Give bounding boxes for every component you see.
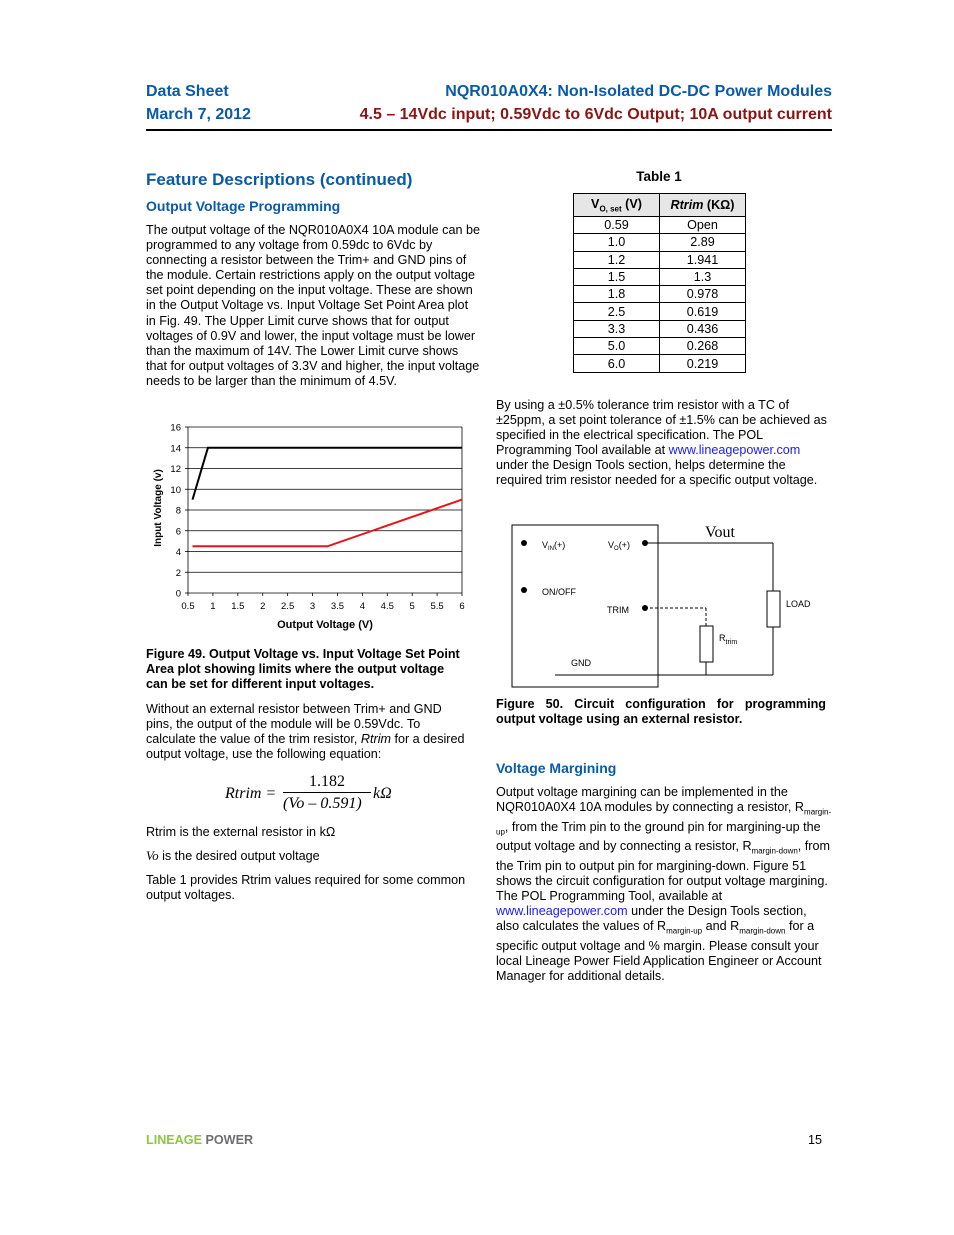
lineagepower-link[interactable]: www.lineagepower.com xyxy=(668,443,801,458)
chart-series-upper-limit xyxy=(193,448,463,500)
table1-row xyxy=(574,251,746,268)
header-product-title: NQR010A0X4: Non-Isolated DC-DC Power Modules xyxy=(445,83,832,100)
table1-cell-rtrim: 1.941 xyxy=(660,251,746,268)
vin-pin xyxy=(521,540,527,546)
equation-unit: kΩ xyxy=(373,785,392,802)
chart-xtick-label: 3 xyxy=(309,601,316,612)
table1-row xyxy=(574,217,746,234)
chart-ytick-label: 14 xyxy=(170,443,181,455)
chart-xlabel: Output Voltage (V) xyxy=(277,619,373,631)
table1-header-rtrim: Rtrim (KΩ) xyxy=(660,194,746,217)
tolerance-paragraph: By using a ±0.5% tolerance trim resistor with a TC of ±25ppm, a set point tolerance of ±1.5% can be achieved as specified in the electrical specification. The POL Programming Tool available at www.lineagepower.com under the Design Tools section, helps determine the required trim resistor needed for a specific output voltage. xyxy=(496,398,827,488)
fig49-caption: Figure 49. Output Voltage vs. Input Voltage Set Point Area plot showing limits where the output voltage can be set for different input voltages. xyxy=(146,647,460,692)
header-rule xyxy=(146,129,832,131)
table1-cell-vo: 1.8 xyxy=(574,286,660,303)
table1-cell-vo: 1.2 xyxy=(574,251,660,268)
table1-row xyxy=(574,234,746,251)
chart-xtick-label: 3.5 xyxy=(330,601,345,612)
ovp-paragraph: The output voltage of the NQR010A0X4 10A module can be programmed to any voltage from 0.59dc to 6Vdc by connecting a resistor between the Trim+ and GND pins of the module. Certain restrictions apply on the output voltage set point depending on the input voltage. These are shown in the Output Voltage vs. Input Voltage Set Point Area plot in Fig. 49. The Upper Limit curve shows that for output voltages of 0.9V and lower, the input voltage must be lower than the maximum of 14V. The Lower Limit curve shows that for output voltages of 3.3V and higher, the input voltage needs to be larger than the minimum of 4.5V. xyxy=(146,223,480,388)
chart-ytick-label: 10 xyxy=(170,484,181,496)
table1-header-row xyxy=(574,194,746,217)
header-doc-type: Data Sheet xyxy=(146,83,229,100)
fig50-caption: Figure 50. Circuit configuration for programming output voltage using an external resistor. xyxy=(496,697,826,727)
trim-circuit-diagram xyxy=(505,518,811,693)
para-without-resistor: Without an external resistor between Trim+ and GND pins, the output of the module will be 0.59Vdc. To calculate the value of the trim resistor, Rtrim for a desired output voltage, use the following equation: xyxy=(146,702,465,762)
table1 xyxy=(573,193,746,373)
rtrim-description: Rtrim is the external resistor in kΩ xyxy=(146,825,336,839)
chart-xtick-label: 4 xyxy=(359,601,366,612)
equation-fraction-bar xyxy=(283,792,371,793)
table1-cell-rtrim: 0.619 xyxy=(660,303,746,320)
table1-cell-rtrim: 0.268 xyxy=(660,338,746,355)
rtrim-resistor xyxy=(700,626,713,662)
page-number: 15 xyxy=(807,1133,822,1147)
chart-xtick-label: 6 xyxy=(459,601,465,612)
onoff-label: ON/OFF xyxy=(542,587,576,597)
chart-ytick-label: 2 xyxy=(175,567,181,579)
chart-ytick-label: 8 xyxy=(175,505,181,517)
equation-denominator: (Vo – 0.591) xyxy=(283,795,362,812)
table1-row xyxy=(574,355,746,372)
onoff-pin xyxy=(521,587,527,593)
chart-xtick-label: 2 xyxy=(260,601,266,612)
chart-series-lower-limit xyxy=(193,500,463,547)
table1-row xyxy=(574,303,746,320)
rtrim-label: $R_{trim}$ xyxy=(719,633,738,646)
table1-cell-rtrim: 0.978 xyxy=(660,286,746,303)
chart-xtick-label: 4.5 xyxy=(380,601,394,612)
chart-xtick-label: 5.5 xyxy=(430,601,444,612)
chart-xtick-label: 1 xyxy=(210,601,216,612)
table1-cell-rtrim: 0.436 xyxy=(660,320,746,337)
trim-label: TRIM xyxy=(607,605,629,615)
equation-numerator: 1.182 xyxy=(309,773,345,790)
equation-lhs: Rtrim = xyxy=(225,785,277,802)
table1-cell-vo: 1.0 xyxy=(574,234,660,251)
chart-xtick-label: 5 xyxy=(409,601,415,612)
chart-ytick-label: 4 xyxy=(175,547,181,558)
chart-xtick-label: 0.5 xyxy=(181,601,195,612)
table1-row xyxy=(574,286,746,303)
table1-cell-vo: 1.5 xyxy=(574,268,660,285)
table1-row xyxy=(574,320,746,337)
ovp-title: Output Voltage Programming xyxy=(146,198,341,214)
section-title: Feature Descriptions (continued) xyxy=(146,170,413,189)
vm-paragraph: Output voltage margining can be implemented in the NQR010A0X4 10A modules by connecting a resistor, $R_{margin-up}$, from the Trim pin to the ground pin for margining-up the output voltage and by connecting a resistor, $R_{margin-down}$, from the Trim pin to output pin for margining-down. Figure 51 shows the circuit configuration for output voltage margining. The POL Programming Tool, available at www.lineagepower.com under the Design Tools section, also calculates the values of $R_{margin-up}$ and $R_{margin-down}$ for a specific output voltage and % margin. Please consult your local Lineage Power Field Application Engineer or Account Manager for additional details. xyxy=(496,785,832,984)
table1-cell-vo: 3.3 xyxy=(574,320,660,337)
vo-description: Vo is the desired output voltage xyxy=(146,849,320,863)
table1-cell-rtrim: 1.3 xyxy=(660,268,746,285)
vout-label: Vout xyxy=(705,524,735,541)
chart-ytick-label: 16 xyxy=(170,422,181,434)
chart-ytick-label: 12 xyxy=(170,464,181,475)
table1-cell-rtrim: 2.89 xyxy=(660,234,746,251)
vm-title: Voltage Margining xyxy=(496,760,617,776)
table1-cell-rtrim: Open xyxy=(660,217,746,234)
gnd-label: GND xyxy=(571,658,591,668)
table1-title: Table 1 xyxy=(636,169,682,184)
header-date: March 7, 2012 xyxy=(146,106,251,123)
header-product-spec: 4.5 – 14Vdc input; 0.59Vdc to 6Vdc Output; 10A output current xyxy=(359,106,832,123)
table1-row xyxy=(574,268,746,285)
chart-ytick-label: 0 xyxy=(175,588,181,600)
rtrim-equation xyxy=(225,770,465,818)
footer-brand: LINEAGE POWER xyxy=(146,1133,254,1147)
load-resistor xyxy=(767,591,780,627)
table1-cell-vo: 2.5 xyxy=(574,303,660,320)
output-vs-input-voltage-chart xyxy=(146,415,476,635)
table1-cell-vo: 6.0 xyxy=(574,355,660,372)
chart-ytick-label: 6 xyxy=(175,526,181,538)
vo-label: $V_O(+)$ xyxy=(608,540,630,552)
table-intro: Table 1 provides Rtrim values required for some common output voltages. xyxy=(146,873,466,903)
table1-header-vo: $V_{O, set}$ (V) xyxy=(574,194,660,217)
table1-cell-vo: 0.59 xyxy=(574,217,660,234)
chart-xtick-label: 2.5 xyxy=(281,601,295,612)
vin-label: $V_{IN}(+)$ xyxy=(542,540,566,552)
load-label: LOAD xyxy=(786,599,811,609)
table1-cell-rtrim: 0.219 xyxy=(660,355,746,372)
chart-xtick-label: 1.5 xyxy=(231,601,245,612)
table1-cell-vo: 5.0 xyxy=(574,338,660,355)
table1-row xyxy=(574,338,746,355)
chart-ylabel: Input Voltage (v) xyxy=(153,469,164,547)
